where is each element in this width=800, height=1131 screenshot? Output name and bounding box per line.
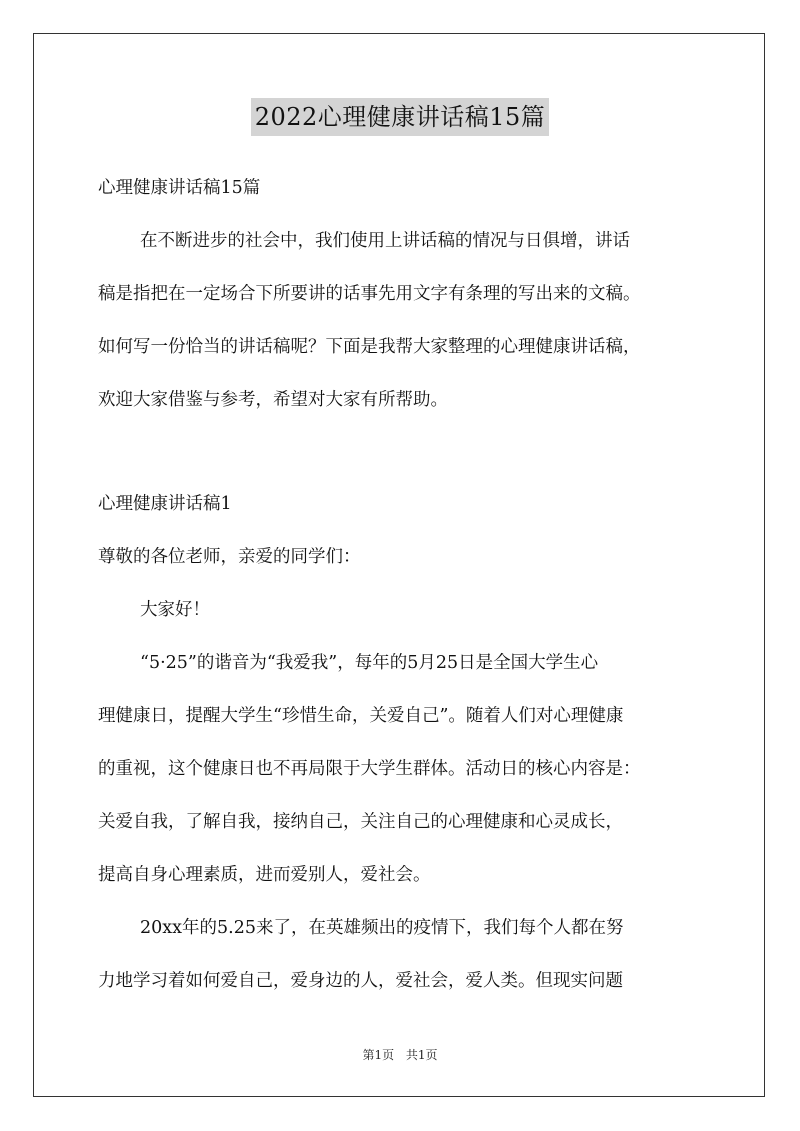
paragraph-line: “5·25”的谐音为“我爱我”，每年的5月25日是全国大学生心 xyxy=(140,653,599,673)
paragraph-line: 稿是指把在一定场合下所要讲的话事先用文字有条理的写出来的文稿。 xyxy=(98,284,641,304)
paragraph-line: 20xx年的5.25来了，在英雄频出的疫情下，我们每个人都在努 xyxy=(140,918,624,938)
paragraph-line: 在不断进步的社会中，我们使用上讲话稿的情况与日俱增，讲话 xyxy=(140,231,630,251)
section-heading: 心理健康讲话稿1 xyxy=(98,494,232,514)
salutation-line: 尊敬的各位老师，亲爱的同学们： xyxy=(98,547,361,567)
paragraph-line: 如何写一份恰当的讲话稿呢？下面是我帮大家整理的心理健康讲话稿， xyxy=(98,337,641,357)
title-container xyxy=(0,98,800,136)
page-number-current: 第1页 xyxy=(362,1048,395,1062)
page-number-total: 共1页 xyxy=(405,1048,438,1062)
paragraph-line: 提高自身心理素质，进而爱别人，爱社会。 xyxy=(98,865,431,885)
paragraph-line: 关爱自我，了解自我，接纳自己，关注自己的心理健康和心灵成长， xyxy=(98,812,623,832)
page-footer xyxy=(0,1046,800,1063)
subtitle-line: 心理健康讲话稿15篇 xyxy=(98,178,261,198)
paragraph-line: 理健康日，提醒大学生“珍惜生命，关爱自己”。随着人们对心理健康 xyxy=(98,706,624,726)
paragraph-line: 力地学习着如何爱自己，爱身边的人，爱社会，爱人类。但现实问题 xyxy=(98,971,623,991)
document-title: 2022心理健康讲话稿15篇 xyxy=(251,98,550,136)
paragraph-line: 的重视，这个健康日也不再局限于大学生群体。活动日的核心内容是： xyxy=(98,759,641,779)
paragraph-line: 欢迎大家借鉴与参考，希望对大家有所帮助。 xyxy=(98,390,448,410)
greeting-line: 大家好！ xyxy=(140,600,210,620)
